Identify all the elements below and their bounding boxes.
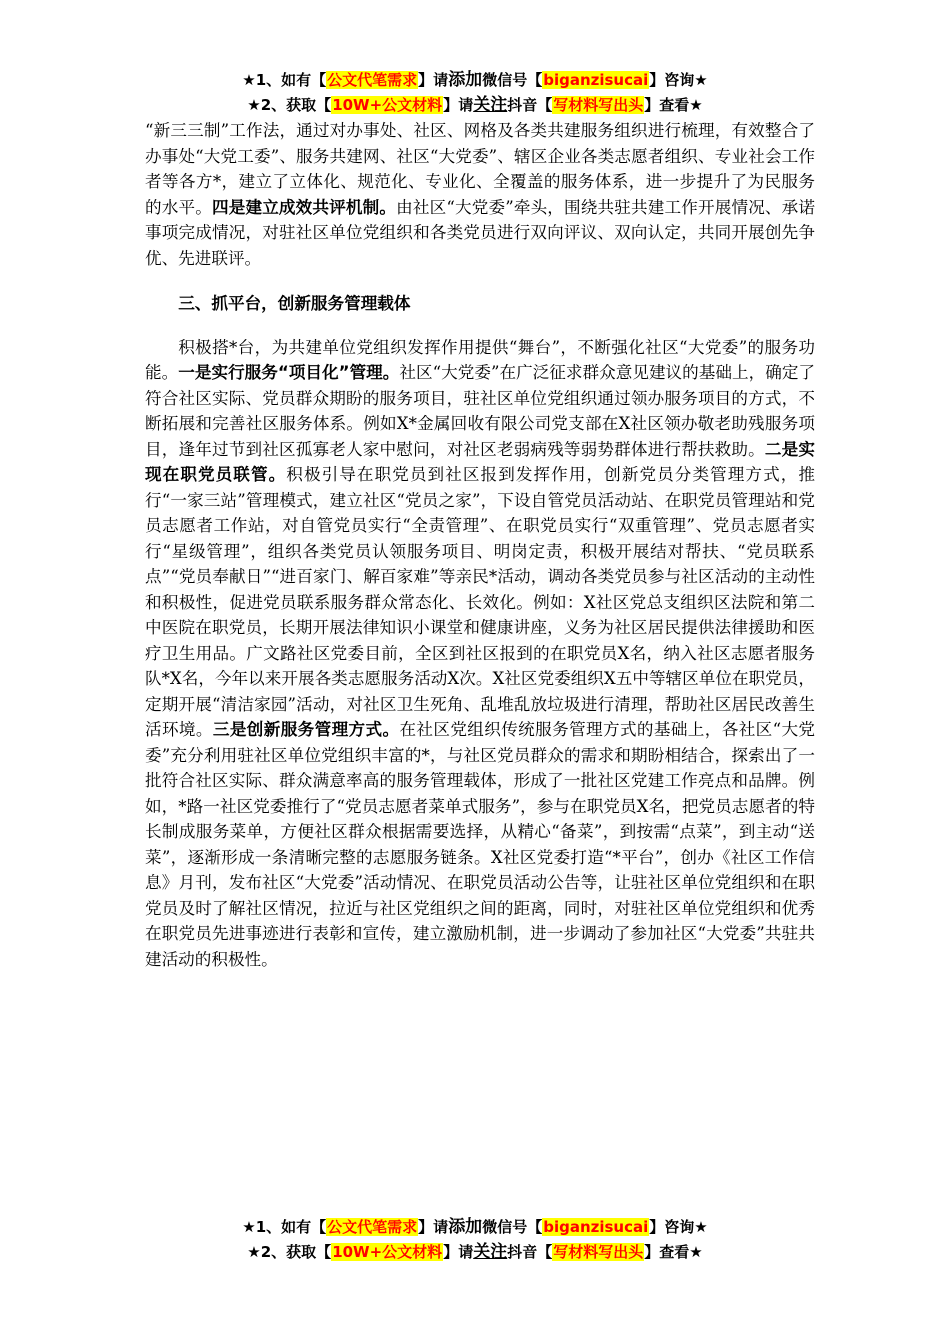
paragraph-text: 社区“大党委”在广泛征求群众意见建议的基础上，确定了符合社区实际、党员群众期盼的服务项目，驻社区单位党组织通过领办服务项目的方式，不断拓展和完善社区服务体系。例如X*金属回收有限公司党支部在X社区领办敬老助残服务项目，逢年过节到社区孤寡老人家中慰问，对社区老弱病残等弱势群体进行帮扶救助。 xyxy=(145,363,816,459)
banner-text: 】咨询★ xyxy=(649,1218,708,1236)
paragraph-text: 积极搭*台，为共建单位党组织发挥作用提供“舞台”，不断强化社区“大党委”的服务功能。 xyxy=(145,337,815,382)
banner-line-2 xyxy=(0,93,950,118)
paragraph xyxy=(145,118,815,271)
paragraph-text: 在社区党组织传统服务管理方式的基础上，各社区“大党委”充分利用驻社区单位党组织丰富的*，与社区党员群众的需求和期盼相结合，探索出了一批符合社区实际、群众满意率高的服务管理载体，形成了一批社区党建工作亮点和品牌。例如，*路一社区党委推行了“党员志愿者菜单式服务”，参与在职党员X名，把党员志愿者的特长制成服务菜单，方便社区群众根据需要选择，从精心“备菜”，到按需“点菜”，到主动“送菜”，逐渐形成一条清晰完整的志愿服务链条。X社区党委打造“*平台”，创办《社区工作信息》月刊，发布社区“大党委”活动情况、在职党员活动公告等，让驻社区单位党组织和在职党员及时了解社区情况，拉近与社区党组织之间的距离，同时，对驻社区单位党组织和优秀在职党员先进事迹进行表彰和宣传，建立激励机制，进一步调动了参加社区“大党委”共驻共建活动的积极性。 xyxy=(145,720,816,969)
douyin-id-highlight: 写材料写出头 xyxy=(553,96,644,114)
banner-text: 微信号【 xyxy=(482,71,543,89)
banner-line-1 xyxy=(0,1215,950,1240)
wechat-id-highlight: biganzisucai xyxy=(543,71,649,89)
bold-subheading: 三是创新服务管理方式。 xyxy=(212,720,400,739)
emphasis-text: 添加 xyxy=(448,1217,483,1237)
highlight-text: 公文代笔需求 xyxy=(327,1218,418,1236)
paragraph xyxy=(145,335,815,973)
banner-text: 】请 xyxy=(443,1243,474,1261)
douyin-id-highlight: 写材料写出头 xyxy=(553,1243,644,1261)
highlight-text: 10W+公文材料 xyxy=(332,96,443,114)
emphasis-text: 关注 xyxy=(473,1242,508,1262)
paragraph-text: 积极引导在职党员到社区报到发挥作用，创新党员分类管理方式，推行“一家三站”管理模式，建立社区“党员之家”，下设自管党员活动站、在职党员管理站和党员志愿者工作站，对自管党员实行“全责管理”、在职党员实行“双重管理”、党员志愿者实行“星级管理”，组织各类党员认领服务项目、明岗定责，积极开展结对帮扶、“党员联系点”“党员奉献日”“进百家门、解百家难”等亲民*活动，调动各类党员参与社区活动的主动性和积极性，促进党员联系服务群众常态化、长效化。例如：X社区党总支组织区法院和第二中医院在职党员，长期开展法律知识小课堂和健康讲座，义务为社区居民提供法律援助和医疗卫生用品。广文路社区党委目前，全区到社区报到的在职党员X名，纳入社区志愿者服务队*X名，今年以来开展各类志愿服务活动X次。X社区党委组织X五中等辖区单位在职党员，定期开展“清洁家园”活动，对社区卫生死角、乱堆乱放垃圾进行清理，帮助社区居民改善生活环境。 xyxy=(145,465,816,739)
banner-text: 抖音【 xyxy=(507,1243,553,1261)
banner-text: 】请 xyxy=(418,1218,449,1236)
bold-subheading: 二是实现在职党员联管。 xyxy=(145,439,816,484)
document-body xyxy=(145,118,815,972)
banner-text: ★1、如有【 xyxy=(242,71,327,89)
highlight-text: 10W+公文材料 xyxy=(332,1243,443,1261)
banner-text: 】咨询★ xyxy=(649,71,708,89)
paragraph-text: 由社区“大党委”牵头，围绕共驻共建工作开展情况、承诺事项完成情况，对驻社区单位党组织和各类党员进行双向评议、双向认定，共同开展创先争优、先进联评。 xyxy=(145,197,816,268)
banner-text: ★1、如有【 xyxy=(242,1218,327,1236)
banner-text: 微信号【 xyxy=(482,1218,543,1236)
bold-subheading: 一是实行服务“项目化”管理。 xyxy=(178,363,400,382)
banner-text: 】请 xyxy=(443,96,474,114)
wechat-id-highlight: biganzisucai xyxy=(543,1218,649,1236)
section-heading: 三、抓平台，创新服务管理载体 xyxy=(178,294,411,313)
banner-text: 抖音【 xyxy=(507,96,553,114)
highlight-text: 公文代笔需求 xyxy=(327,71,418,89)
banner-text: 】查看★ xyxy=(644,96,703,114)
banner-text: ★2、获取【 xyxy=(247,96,332,114)
footer-banner xyxy=(0,1215,950,1265)
banner-line-1 xyxy=(0,68,950,93)
banner-text: 】查看★ xyxy=(644,1243,703,1261)
banner-text: ★2、获取【 xyxy=(247,1243,332,1261)
banner-text: 】请 xyxy=(418,71,449,89)
header-banner xyxy=(0,68,950,118)
bold-subheading: 四是建立成效共评机制。 xyxy=(211,197,397,217)
paragraph-text: “新三三制”工作法，通过对办事处、社区、网格及各类共建服务组织进行梳理，有效整合了办事处“大党工委”、服务共建网、社区“大党委”、辖区企业各类志愿者组织、专业社会工作者等各方*，建立了立体化、规范化、专业化、全覆盖的服务体系，进一步提升了为民服务的水平。 xyxy=(145,121,815,217)
emphasis-text: 添加 xyxy=(448,70,483,90)
banner-line-2 xyxy=(0,1240,950,1265)
emphasis-text: 关注 xyxy=(473,95,508,115)
